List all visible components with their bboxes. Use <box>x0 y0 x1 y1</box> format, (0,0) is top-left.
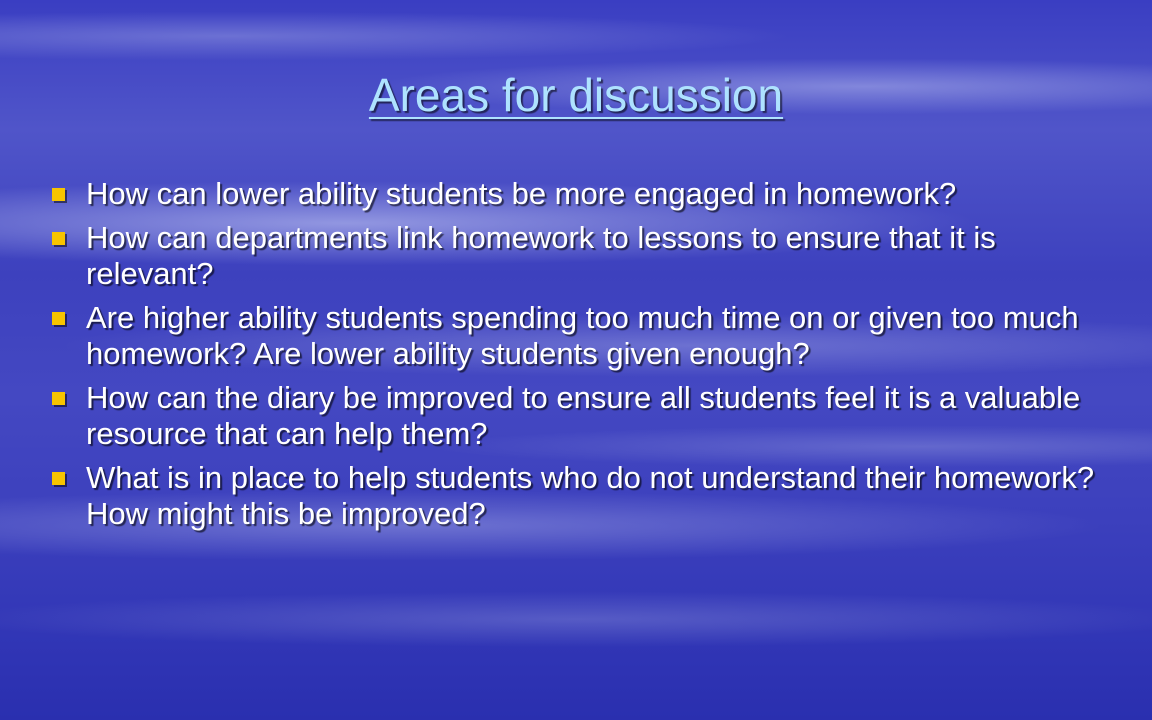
list-item <box>48 380 1118 452</box>
list-item <box>48 460 1118 532</box>
list-item <box>48 220 1118 292</box>
list-item <box>48 176 1118 212</box>
bullet-text: Are higher ability students spending too much time on or given too much homework? Are lower ability students given enough? <box>86 300 1079 371</box>
bullet-list <box>48 176 1118 540</box>
bullet-text: How can departments link homework to lessons to ensure that it is relevant? <box>86 220 996 291</box>
bullet-text: What is in place to help students who do not understand their homework? How might this be improved? <box>86 460 1095 531</box>
square-bullet-icon <box>52 392 65 405</box>
slide-title: Areas for discussion <box>368 69 784 121</box>
list-item <box>48 300 1118 372</box>
square-bullet-icon <box>52 312 65 325</box>
square-bullet-icon <box>52 188 65 201</box>
bullet-text: How can the diary be improved to ensure all students feel it is a valuable resource that can help them? <box>86 380 1081 451</box>
bullet-text: How can lower ability students be more engaged in homework? <box>86 176 957 211</box>
square-bullet-icon <box>52 232 65 245</box>
square-bullet-icon <box>52 472 65 485</box>
